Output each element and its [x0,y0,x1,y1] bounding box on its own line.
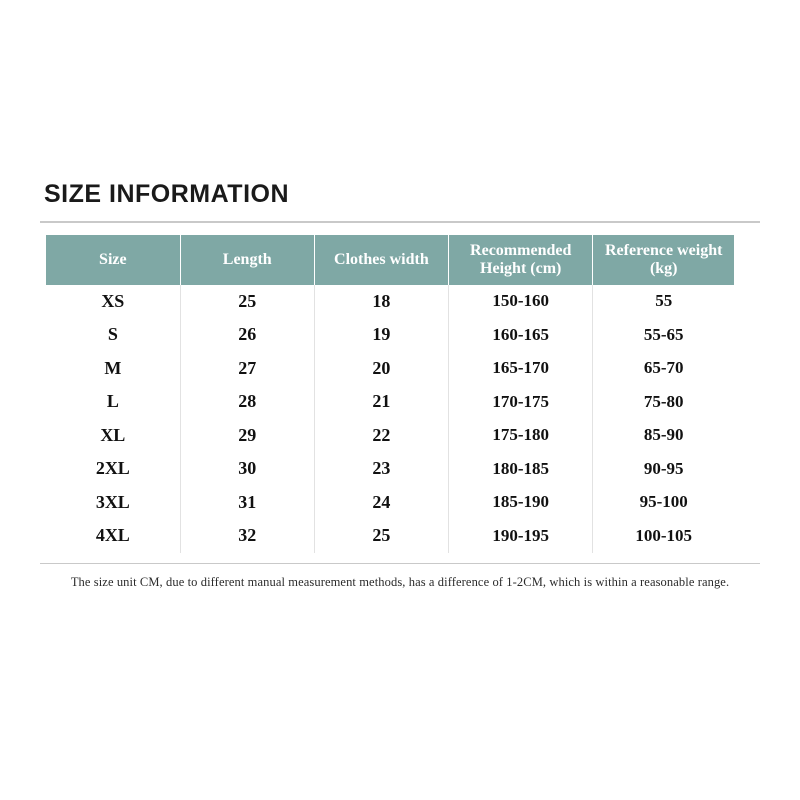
cell-length: 28 [180,385,314,419]
table-row [46,486,734,520]
cell-clothes-width: 24 [314,486,448,520]
column-header-clothes-width: Clothes width [314,235,448,285]
cell-size: M [46,352,180,386]
cell-size: XL [46,419,180,453]
cell-recommended-height: 165-170 [448,352,592,386]
table-row [46,452,734,486]
cell-recommended-height: 170-175 [448,385,592,419]
table-row [46,419,734,453]
cell-reference-weight: 55-65 [593,318,734,352]
cell-length: 29 [180,419,314,453]
cell-recommended-height: 190-195 [448,519,592,553]
column-header-length: Length [180,235,314,285]
size-table-body [46,285,734,553]
cell-recommended-height: 175-180 [448,419,592,453]
table-row [46,285,734,319]
page-title: SIZE INFORMATION [44,180,290,208]
table-row [46,385,734,419]
column-header-reference-weight: Reference weight (kg) [593,235,734,285]
cell-reference-weight: 55 [593,285,734,319]
cell-length: 26 [180,318,314,352]
cell-length: 30 [180,452,314,486]
cell-length: 25 [180,285,314,319]
size-table [46,235,734,553]
cell-clothes-width: 23 [314,452,448,486]
cell-clothes-width: 19 [314,318,448,352]
table-header-row [46,235,734,285]
cell-clothes-width: 20 [314,352,448,386]
cell-size: S [46,318,180,352]
cell-clothes-width: 22 [314,419,448,453]
column-header-size: Size [46,235,180,285]
cell-clothes-width: 25 [314,519,448,553]
cell-recommended-height: 160-165 [448,318,592,352]
cell-size: L [46,385,180,419]
table-row [46,318,734,352]
cell-reference-weight: 100-105 [593,519,734,553]
table-row [46,519,734,553]
cell-reference-weight: 90-95 [593,452,734,486]
column-header-recommended-height: Recommended Height (cm) [448,235,592,285]
cell-reference-weight: 95-100 [593,486,734,520]
cell-clothes-width: 18 [314,285,448,319]
cell-reference-weight: 65-70 [593,352,734,386]
cell-size: 3XL [46,486,180,520]
cell-clothes-width: 21 [314,385,448,419]
cell-length: 32 [180,519,314,553]
size-information-card [40,180,760,590]
cell-recommended-height: 150-160 [448,285,592,319]
measurement-note: The size unit CM, due to different manual measurement methods, has a difference of 1-2CM, which is within a reasonable range. [70,575,730,589]
cell-recommended-height: 185-190 [448,486,592,520]
cell-size: 2XL [46,452,180,486]
cell-size: 4XL [46,519,180,553]
cell-length: 27 [180,352,314,386]
size-table-head [46,235,734,285]
cell-size: XS [46,285,180,319]
title-divider [40,221,760,223]
cell-recommended-height: 180-185 [448,452,592,486]
cell-reference-weight: 75-80 [593,385,734,419]
cell-reference-weight: 85-90 [593,419,734,453]
cell-length: 31 [180,486,314,520]
table-row [46,352,734,386]
